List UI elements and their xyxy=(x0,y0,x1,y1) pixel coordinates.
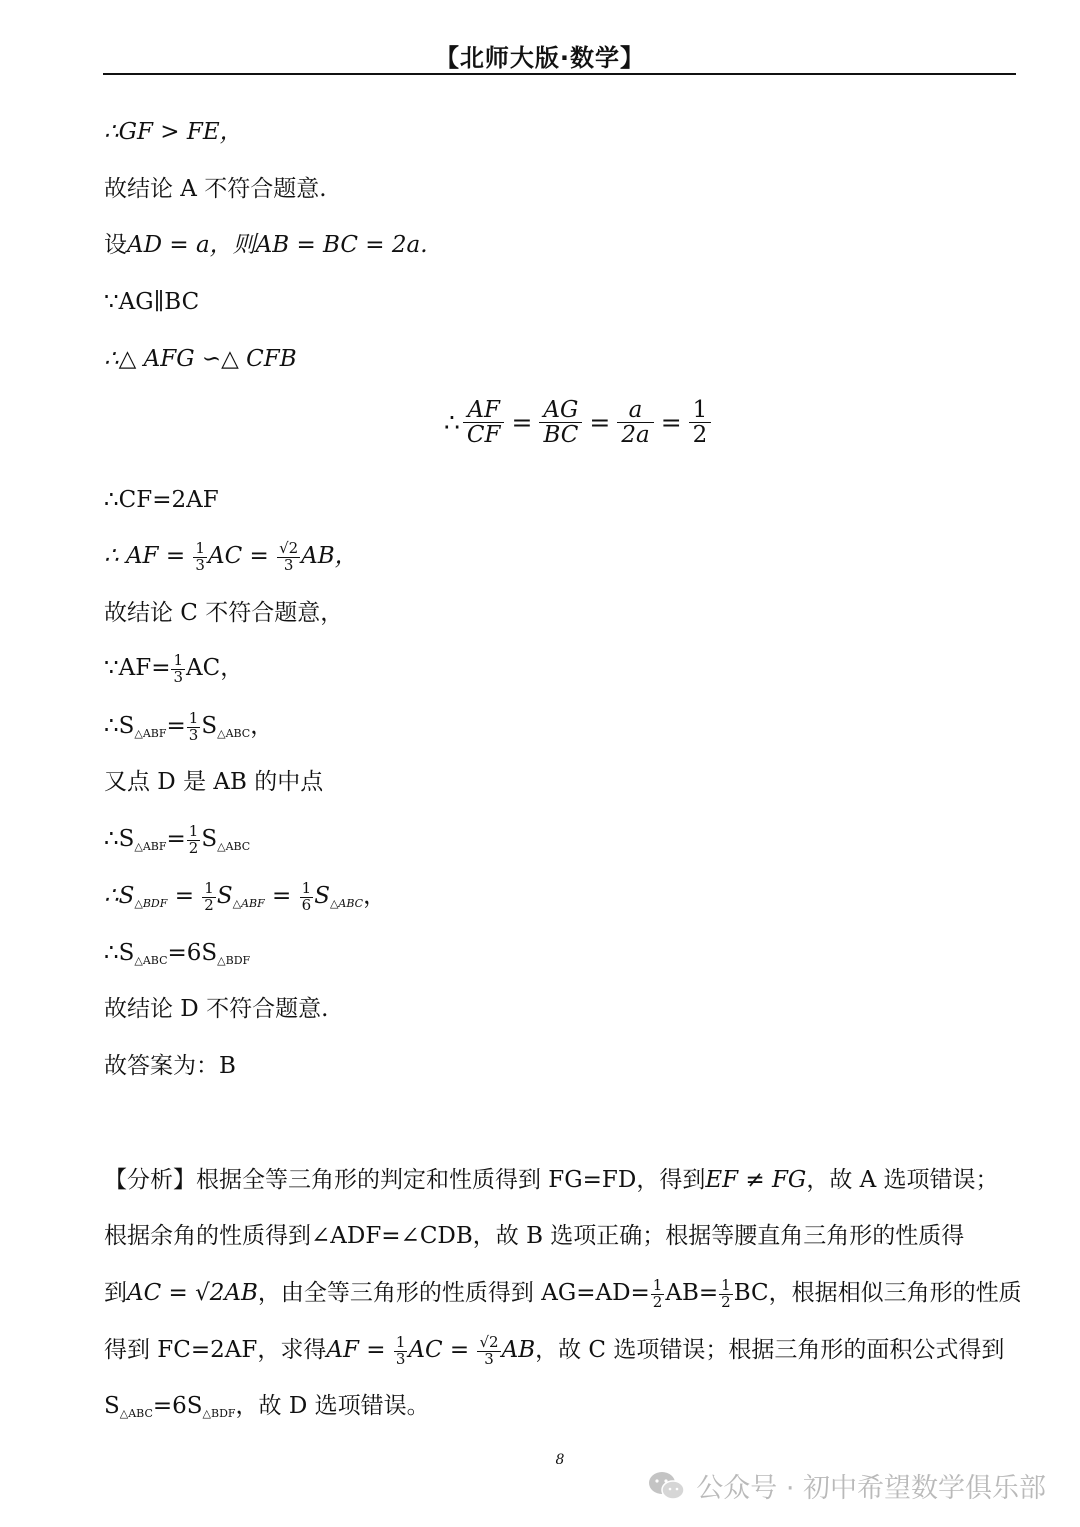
line-af-third-ac: ∵AF= $\frac{1}{3}$ AC， xyxy=(104,650,244,686)
fraction-ag-bc: $\frac{AG}{BC}$ xyxy=(539,398,582,447)
header-rule xyxy=(103,73,1016,75)
fraction-1-2: $\frac{1}{2}$ xyxy=(721,1275,731,1311)
line-set-ad: 设AD = a，则AB = BC = 2a. xyxy=(104,232,428,258)
line-similar-triangles: ∴△ AFG ∽△ CFB xyxy=(104,346,297,372)
equals-sign: = xyxy=(589,408,611,438)
analysis-line-4: 得到 FC=2AF，求得AF = $\frac{1}{3}$ AC = $\frac{√2}{3}$ AB，故 C 选项错误；根据三角形的面积公式得到 xyxy=(104,1332,1005,1368)
analysis-line-3: 到AC = √2AB，由全等三角形的性质得到 AG=AD= $\frac{1}{2}$ AB= $\frac{1}{2}$ BC，根据相似三角形的性质 xyxy=(104,1275,1022,1311)
fraction-1-6: $\frac{1}{6}$ xyxy=(301,878,312,914)
fraction-1-3: $\frac{1}{3}$ xyxy=(395,1332,406,1368)
fraction-sqrt2-3: $\frac{√2}{3}$ xyxy=(479,1332,499,1368)
line-answer: 故答案为：B xyxy=(104,1053,236,1079)
line-af-formula: ∴ AF = $\frac{1}{3}$ AC = $\frac{√2}{3}$ AB， xyxy=(104,538,358,574)
line-area-abf-third: $\therefore S_{\triangle ABF}=$ $\frac{1}{3}$ $S_{\triangle ABC}$， xyxy=(104,708,274,744)
fraction-a-2a: $\frac{a}{2a}$ xyxy=(617,398,653,447)
ratio-formula xyxy=(444,398,714,447)
fraction-1-2: $\frac{1}{2}$ xyxy=(689,398,712,447)
fraction-1-3: $\frac{1}{3}$ xyxy=(173,650,184,686)
fraction-1-2: $\frac{1}{2}$ xyxy=(652,1275,663,1311)
line-cf-2af: ∴CF=2AF xyxy=(104,487,219,513)
analysis-line-2: 根据余角的性质得到∠ADF=∠CDB，故 B 选项正确；根据等腰直角三角形的性质得 xyxy=(104,1223,965,1249)
fraction-1-2: $\frac{1}{2}$ xyxy=(204,878,214,914)
therefore-symbol: ∴ xyxy=(444,408,460,438)
line-area-abc-6bdf: $\therefore S_{\triangle ABC}=6S_{\triangle BDF}$ xyxy=(104,940,251,967)
line-gf-fe: ∴GF > FE， xyxy=(104,119,243,145)
fraction-1-2: $\frac{1}{2}$ xyxy=(188,821,199,857)
equals-sign: = xyxy=(660,408,682,438)
line-conclusion-d: 故结论 D 不符合题意. xyxy=(104,996,329,1022)
fraction-af-cf: $\frac{AF}{CF}$ xyxy=(463,398,505,447)
fraction-sqrt2-3: $\frac{√2}{3}$ xyxy=(279,538,299,574)
fraction-1-3: $\frac{1}{3}$ xyxy=(195,538,205,574)
line-conclusion-c: 故结论 C 不符合题意， xyxy=(104,600,344,626)
line-ag-parallel-bc: ∵AG∥BC xyxy=(104,289,200,315)
wechat-icon xyxy=(648,1470,686,1502)
line-area-bdf: $\therefore S_{\triangle BDF}$ = $\frac{1}{2}$ $S_{\triangle ABF}$ = $\frac{1}{6}$ $S_{\triangle ABC}$， xyxy=(104,878,387,914)
page-header-title: 【北师大版·数学】 xyxy=(434,44,646,72)
equals-sign: = xyxy=(511,408,533,438)
analysis-line-1: 【分析】根据全等三角形的判定和性质得到 FG=FD，得到EF ≠ FG，故 A 选项错误； xyxy=(104,1167,999,1193)
line-conclusion-a: 故结论 A 不符合题意. xyxy=(104,176,327,202)
watermark: 公众号 · 初中希望数学俱乐部 xyxy=(648,1466,1046,1505)
line-area-abf-half: $\therefore S_{\triangle ABF}=$ $\frac{1}{2}$ $S_{\triangle ABC}$ xyxy=(104,821,251,857)
fraction-1-3: $\frac{1}{3}$ xyxy=(188,708,199,744)
analysis-line-5: $S_{\triangle ABC}=6S_{\triangle BDF}$，故 D 选项错误。 xyxy=(104,1393,430,1420)
line-midpoint-d: 又点 D 是 AB 的中点 xyxy=(104,769,324,795)
page-number: 8 xyxy=(555,1452,565,1468)
